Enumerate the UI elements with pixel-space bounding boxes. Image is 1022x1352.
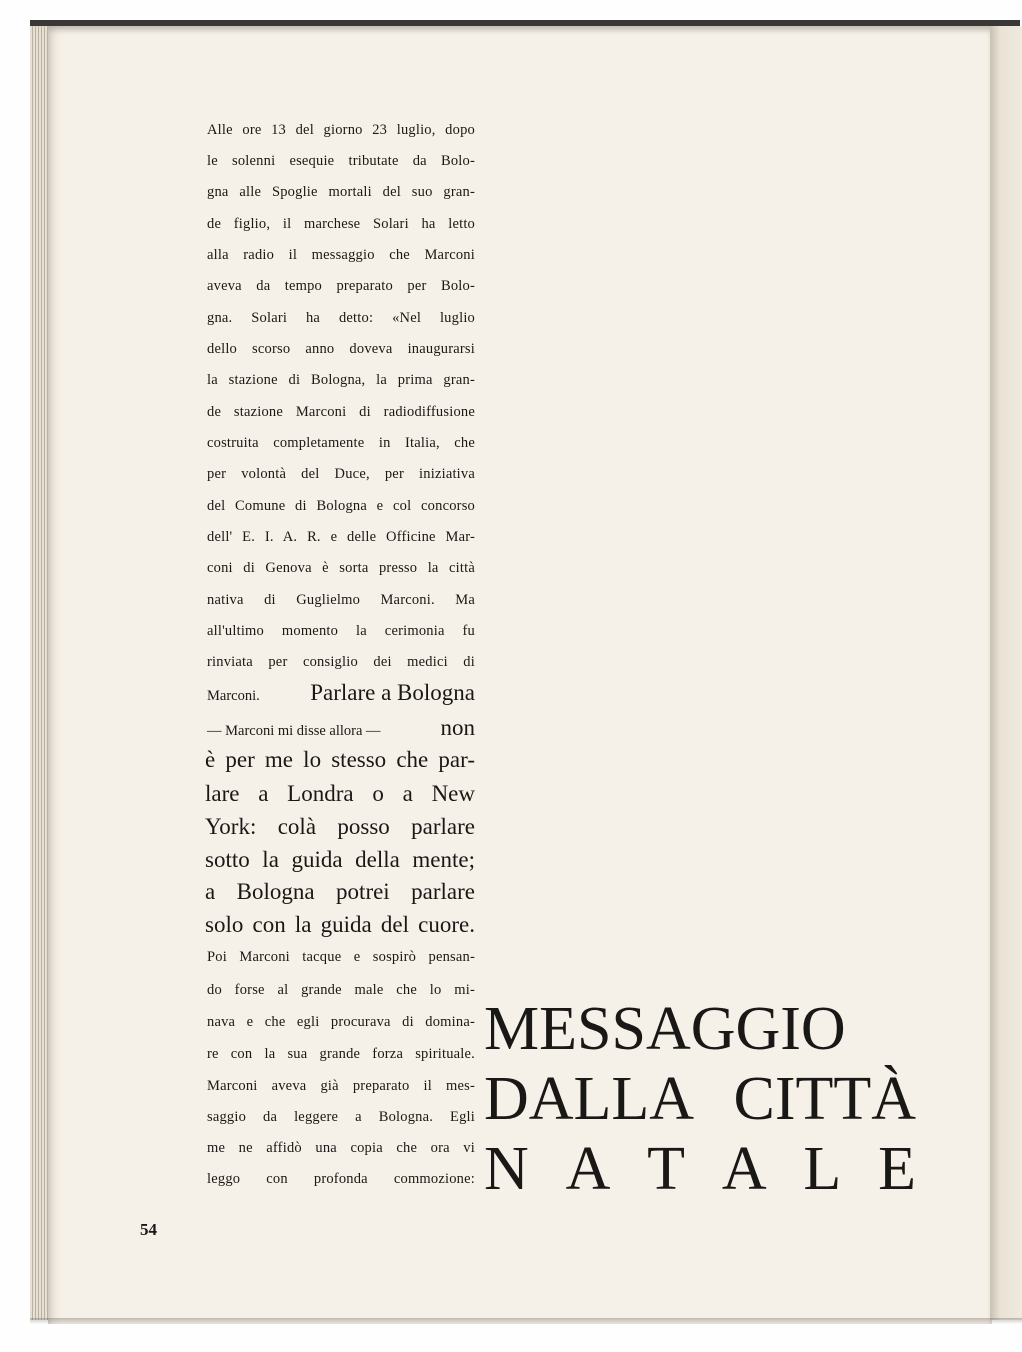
page-number: 54	[140, 1220, 157, 1239]
text-line: Marconi aveva già preparato il mes-	[207, 1078, 475, 1094]
text-line: saggio da leggere a Bologna. Egli	[207, 1109, 475, 1125]
text-line: costruita completamente in Italia, che	[207, 435, 475, 451]
page-bottom-shadow	[30, 1318, 1022, 1324]
text-line: nativa di Guglielmo Marconi. Ma	[207, 592, 475, 608]
text-line: me ne affidò una copia che ora vi	[207, 1140, 475, 1156]
page-stack-edge	[30, 26, 50, 1320]
title-letter: T	[647, 1135, 686, 1203]
text-fragment-large: Parlare a Bologna	[310, 680, 475, 705]
text-line-mixed	[207, 715, 475, 741]
text-line: coni di Genova è sorta presso la città	[207, 560, 475, 576]
text-line-mixed	[207, 680, 475, 706]
title-letter: A	[721, 1135, 767, 1203]
quote-line: sotto la guida della mente;	[205, 847, 475, 872]
text-line: le solenni esequie tributate da Bolo-	[207, 153, 475, 169]
quote-line: a Bologna potrei parlare	[205, 879, 475, 904]
text-fragment-small: — Marconi mi disse allora —	[207, 723, 381, 739]
text-line: Alle ore 13 del giorno 23 luglio, dopo	[207, 122, 475, 138]
text-line: de stazione Marconi di radiodiffusione	[207, 404, 475, 420]
text-line: dello scorso anno doveva inaugurarsi	[207, 341, 475, 357]
title-letter: N	[484, 1135, 529, 1203]
article-title-line-2: DALLA CITTÀ	[484, 1065, 916, 1133]
text-line: del Comune di Bologna e col concorso	[207, 498, 475, 514]
quote-line: lare a Londra o a New	[205, 781, 475, 806]
text-line: Poi Marconi tacque e sospirò pensan-	[207, 949, 475, 965]
article-title-line-3	[484, 1134, 916, 1204]
facing-page-gutter	[990, 26, 1022, 1320]
text-fragment-large: non	[440, 715, 475, 740]
text-line: rinviata per consiglio dei medici di	[207, 654, 475, 670]
text-line: gna alle Spoglie mortali del suo gran-	[207, 184, 475, 200]
text-line: la stazione di Bologna, la prima gran-	[207, 372, 475, 388]
text-line: all'ultimo momento la cerimonia fu	[207, 623, 475, 639]
text-line: alla radio il messaggio che Marconi	[207, 247, 475, 263]
quote-line: York: colà posso parlare	[205, 814, 475, 839]
title-letter: L	[803, 1135, 842, 1203]
text-line: gna. Solari ha detto: «Nel luglio	[207, 310, 475, 326]
text-line: do forse al grande male che lo mi-	[207, 982, 475, 998]
text-line: dell' E. I. A. R. e delle Officine Mar-	[207, 529, 475, 545]
article-title-line-3-text	[484, 1134, 916, 1204]
quote-line: è per me lo stesso che par-	[205, 747, 475, 772]
title-letter: E	[878, 1135, 916, 1203]
text-line: aveva da tempo preparato per Bolo-	[207, 278, 475, 294]
text-line: de figlio, il marchese Solari ha letto	[207, 216, 475, 232]
article-title-line-1: MESSAGGIO	[484, 995, 846, 1063]
text-line: re con la sua grande forza spirituale.	[207, 1046, 475, 1062]
quote-line: solo con la guida del cuore.	[205, 912, 475, 937]
text-line: leggo con profonda commozione:	[207, 1171, 475, 1187]
text-line: nava e che egli procurava di domina-	[207, 1014, 475, 1030]
text-line: per volontà del Duce, per iniziativa	[207, 466, 475, 482]
title-letter: A	[565, 1135, 611, 1203]
text-fragment-small: Marconi.	[207, 688, 260, 704]
